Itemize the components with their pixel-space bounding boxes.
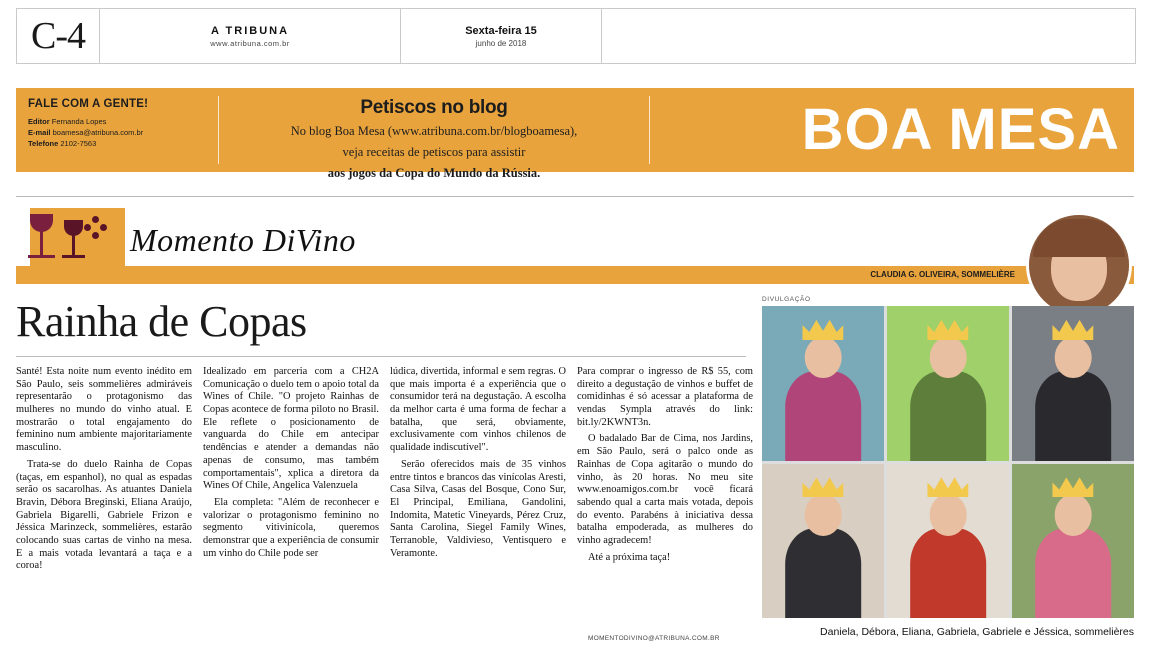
editor-label: Editor	[28, 117, 50, 126]
masthead-blank	[601, 9, 1135, 63]
email-label: E-mail	[28, 127, 51, 137]
article-column-3	[390, 366, 566, 644]
section-name: BOA MESA	[801, 97, 1120, 162]
headline-rule	[16, 356, 746, 357]
date-main: Sexta-feira 15	[465, 24, 537, 37]
paragraph: Santé! Esta noite num evento inédito em São Paulo, seis sommelières admiráveis representarão o protagonismo das mulheres no mundo do vinho atual. E mostrarão o total engajamento do feminino num ambiente majoritariamente masculino.	[16, 366, 192, 454]
photo-daniela	[762, 306, 884, 461]
paragraph: Até a próxima taça!	[588, 551, 671, 563]
article-body	[16, 366, 756, 644]
masthead	[16, 8, 1136, 64]
wine-glass-base-2-icon	[62, 255, 85, 258]
photo-gabriele	[887, 464, 1009, 619]
photo-eliana	[1012, 306, 1134, 461]
article-column-2	[203, 366, 379, 644]
paragraph: Para comprar o ingresso de R$ 55, com direito a degustação de vinhos e buffet de comidinhas é só acessar a plataforma de vendas Sympla através do link: bit.ly/2KWNT3n.	[577, 366, 753, 428]
issue-date	[400, 9, 601, 63]
grape-icon-3	[84, 224, 91, 231]
editor-value: Fernanda Lopes	[51, 117, 107, 126]
column-title: Momento DiVino	[130, 222, 356, 258]
article-column-1	[16, 366, 192, 644]
phone-label: Telefone	[28, 138, 59, 148]
avatar	[1026, 212, 1132, 318]
promo-block	[219, 88, 649, 180]
contact-email	[28, 128, 218, 139]
section-name-block	[650, 88, 1134, 172]
date-sub: junho de 2018	[475, 38, 527, 48]
wine-glass-base-icon	[28, 255, 55, 258]
paragraph: Idealizado em parceria com a CH2A Comunicação o duelo tem o apoio total da Wines of Chile. "O projeto Rainhas de Copas acontece de forma piloto no Brasil. Ele reflete o posicionamento de vanguarda do Chile em antecipar tendências e atender a demandas não apenas de consumo, mas também comportamentais", xplica a diretora da Wines Of Chile, Angelica Valenzuela	[203, 366, 379, 492]
paragraph: O badalado Bar de Cima, nos Jardins, em São Paulo, será o palco onde as Rainhas de Copa agitarão o mundo do vinho, às 20 horas. No meu site www.enoamigos.com.br você ficará sabendo qual a carta mais votada, depois do evento. Parabéns à iniciativa dessa batalha empoderada, as mulheres do vinho agradecem!	[577, 433, 753, 546]
page-title: Rainha de Copas	[16, 297, 307, 346]
promo-line-2: veja receitas de petiscos para assistir	[342, 144, 526, 159]
grape-icon-2	[100, 224, 107, 231]
column-email-note: MOMENTODIVINO@ATRIBUNA.COM.BR	[588, 635, 720, 642]
wine-glass-stem-icon	[40, 230, 43, 256]
photo-jessica	[1012, 464, 1134, 619]
section-banner	[16, 88, 1134, 180]
email-value: boamesa@atribuna.com.br	[52, 127, 144, 137]
photo-caption: Daniela, Débora, Eliana, Gabriela, Gabriele e Jéssica, sommelières	[820, 626, 1134, 638]
grape-icon-4	[92, 232, 99, 239]
promo-title: Petiscos no blog	[360, 97, 508, 118]
wine-glass-stem-2-icon	[72, 234, 75, 256]
grape-icon	[92, 216, 99, 223]
photo-credit: DIVULGAÇÃO	[762, 296, 811, 303]
paragraph: Trata-se do duelo Rainha de Copas (taças, em espanhol), no qual as espadas serão os sacarolhas. As atuantes Daniela Bravin, Débora Breginski, Eliana Araújo, Gabriela Bigarelli, Gabriele Frizon e Jéssica Marinzeck, sommelières, estarão colocando suas cartas de vinho na mesa. E a mais votada levantará a taça e a coroa!	[16, 458, 192, 572]
paragraph: lúdica, divertida, informal e sem regras. O que mais importa é a experiência que o consumidor terá na degustação. A escolha da melhor carta é uma forma de fechar a batalha, que será, obviamente, exclusivamente com vinhos chilenos de qualidade indiscutível".	[390, 366, 566, 454]
contact-phone	[28, 139, 218, 150]
paragraph: Ela completa: "Além de reconhecer e valorizar o protagonismo feminino no segmento vitivinícola, queremos demonstrar que a experiência de consumir um vinho do Chile pode ser	[203, 496, 379, 559]
promo-line-3: aos jogos da Copa do Mundo da Rússia.	[327, 165, 541, 180]
promo-line-1: No blog Boa Mesa (www.atribuna.com.br/blogboamesa),	[290, 124, 578, 138]
contact-title: FALE COM A GENTE!	[28, 98, 149, 110]
brand-name: A TRIBUNA	[210, 24, 290, 37]
contact-block	[16, 88, 218, 172]
paragraph: Serão oferecidos mais de 35 vinhos entre tintos e brancos das vinícolas Aresti, Casa Silva, Casas del Bosque, Cono Sur, El Principal, Emiliana, Gandolini, Indomita, Matetic Vineyards, Pérez Cruz, Santa Carolina, Siegel Family Wines, Terranoble, Valdivieso, Ventisquero e Veramonte.	[390, 458, 566, 559]
photo-collage	[762, 306, 1134, 618]
column-credit: CLAUDIA G. OLIVEIRA, SOMMELIÈRE	[870, 270, 1015, 279]
page-number: C-4	[31, 15, 85, 57]
photo-debora	[887, 306, 1009, 461]
phone-value: 2102-7563	[60, 138, 97, 148]
contact-editor	[28, 117, 218, 128]
brand-website: www.atribuna.com.br	[210, 38, 290, 48]
top-rule	[16, 196, 1134, 197]
newspaper-brand	[99, 9, 400, 63]
photo-gabriela	[762, 464, 884, 619]
article-column-4	[577, 366, 753, 644]
